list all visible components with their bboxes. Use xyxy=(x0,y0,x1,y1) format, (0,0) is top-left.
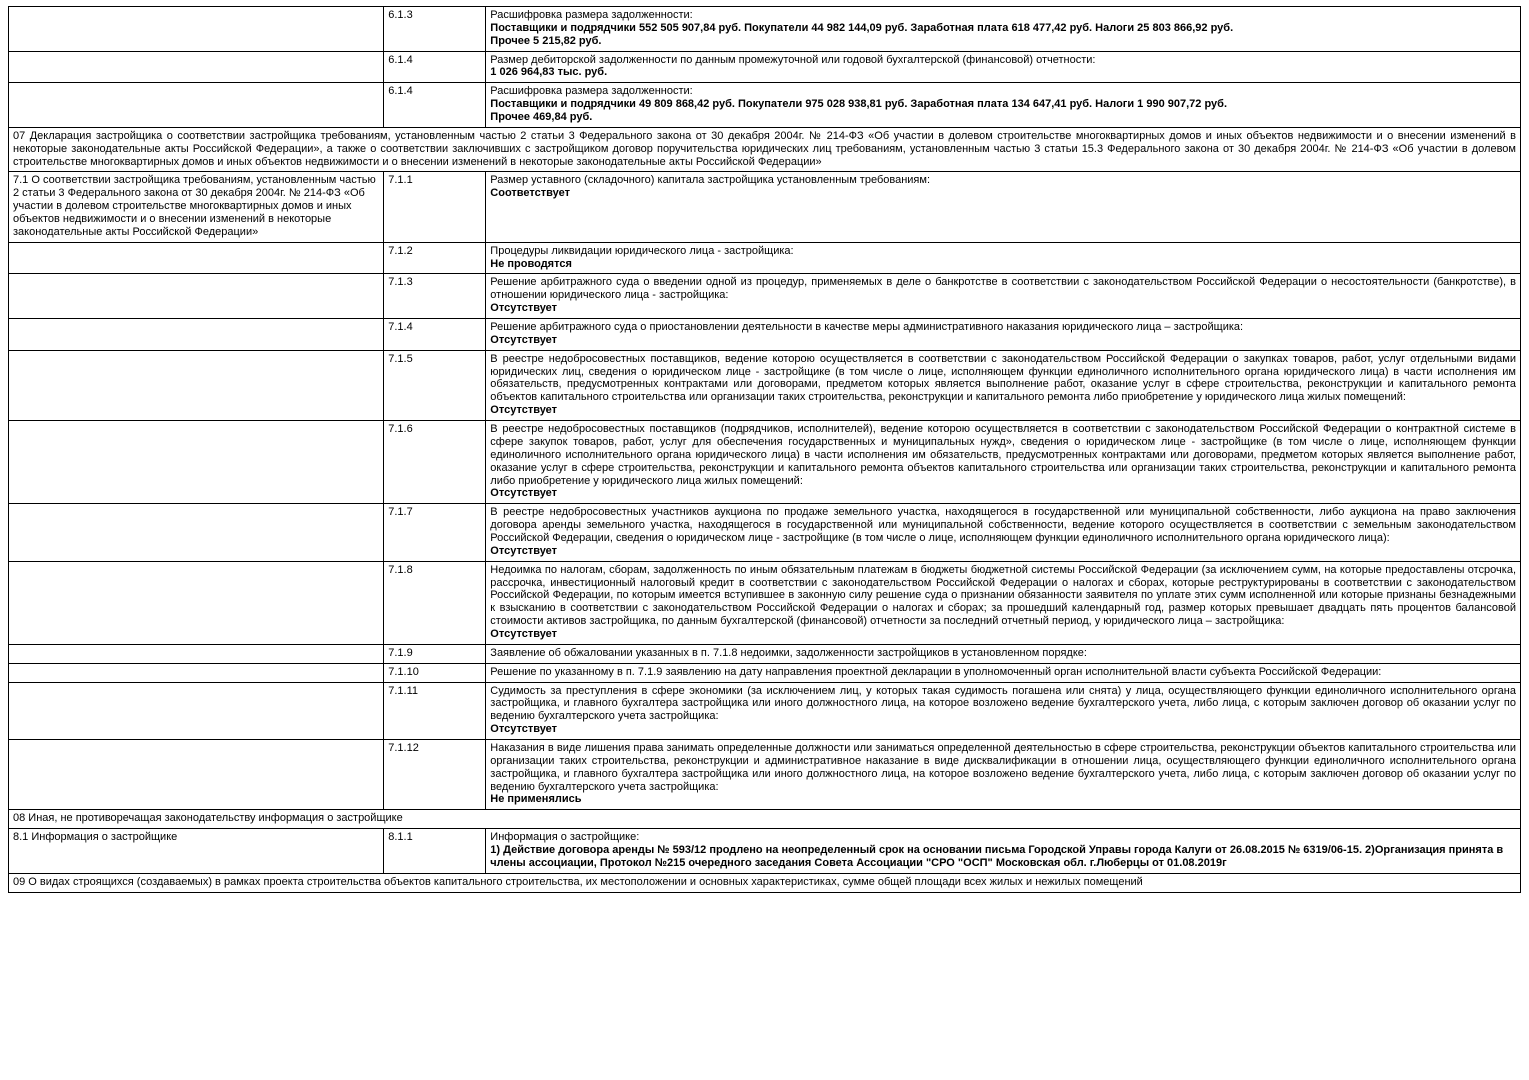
row-content xyxy=(486,172,1521,242)
row-content xyxy=(486,319,1521,351)
row-number: 7.1.10 xyxy=(384,663,486,682)
row-left-empty xyxy=(9,561,384,644)
row-line-value: Поставщики и подрядчики 49 809 868,42 руб. Покупатели 975 028 938,81 руб. Заработная плата 134 647,41 руб. Налоги 1 990 907,72 руб. xyxy=(490,98,1228,111)
table-row xyxy=(9,242,1521,274)
table-row xyxy=(9,663,1521,682)
row-line-value: Не применялись xyxy=(490,793,582,806)
table-row xyxy=(9,172,1521,242)
row-line-value: Не проводятся xyxy=(490,257,572,270)
row-left-empty xyxy=(9,242,384,274)
row-number: 7.1.8 xyxy=(384,561,486,644)
row-line: Информация о застройщике: xyxy=(490,831,640,844)
row-left-empty xyxy=(9,51,384,83)
table-row xyxy=(9,350,1521,420)
row-content xyxy=(486,350,1521,420)
row-number: 7.1.7 xyxy=(384,504,486,561)
table-row xyxy=(9,274,1521,319)
row-number: 7.1.3 xyxy=(384,274,486,319)
row-line: В реестре недобросовестных поставщиков (подрядчиков, исполнителей), ведение которою осуществляется в соответствии с законодательством Российской Федерации о контрактной системе в сфере закупок товаров, работ, услуг для обеспечения государственных и муниципальных нужд», сведения о юридическом лице - застройщике (в том числе о лице, исполняющем функции единоличного исполнительного органа юридического лица) в части исполнения им обязательств, предусмотренных контрактами или договорами, предметом которых является выполнение работ, оказание услуг в сфере строительства, реконструкции и капитального ремонта объектов капитального строительства или организации таких строительства, реконструкции и капитального ремонта либо приобретение у юридического лица жилых помещений: xyxy=(490,423,1516,487)
table-row xyxy=(9,7,1521,52)
row-number: 7.1.4 xyxy=(384,319,486,351)
row-line-value: Отсутствует xyxy=(490,544,558,557)
row-left-empty xyxy=(9,663,384,682)
row-left-empty xyxy=(9,644,384,663)
row-content xyxy=(486,83,1521,128)
section-07-left-label: 7.1 О соответствии застройщика требованиям, установленным частью 2 статьи 3 Федерального закона от 30 декабря 2004г. № 214-ФЗ «Об участии в долевом строительстве многоквартирных домов и иных объектов недвижимости и о внесении изменений в некоторые законодательные акты Российской Федерации» xyxy=(9,172,384,242)
row-number: 6.1.4 xyxy=(384,51,486,83)
row-line: В реестре недобросовестных участников аукциона по продаже земельного участка, находящегося в государственной или муниципальной собственности, либо аукциона на право заключения договора аренды земельного участка, находящегося в государственной или муниципальной собственности, ведение которого осуществляется в соответствии с земельным законодательством Российской Федерации, сведения о юридическом лице - застройщике (в том числе о лице, исполняющем функции единоличного исполнительного органа юридического лица): xyxy=(490,506,1516,544)
row-left-empty xyxy=(9,421,384,504)
row-line-value: Соответствует xyxy=(490,187,570,200)
row-line-value: Отсутствует xyxy=(490,404,558,417)
row-left-empty xyxy=(9,319,384,351)
row-line: Недоимка по налогам, сборам, задолженность по иным обязательным платежам в бюджеты бюджетной системы Российской Федерации (за исключением сумм, на которые предоставлены отсрочка, рассрочка, инвестиционный налоговый кредит в соответствии с законодательством Российской Федерации о налогах и сборах, которые реструктурированы в соответствии с законодательством Российской Федерации, по которым имеется вступившее в законную силу решение суда о признании обязанности заявителя по уплате этих сумм исполненной или которые признаны безнадежными к взысканию в соответствии с законодательством Российской Федерации о налогах и сборах; за прошедший календарный год, размер которых превышает двадцать пять процентов балансовой стоимости активов застройщика, по данным бухгалтерской (финансовой) отчетности за последний отчетный период, у юридического лица – застройщика: xyxy=(490,563,1516,628)
table-row xyxy=(9,319,1521,351)
row-line: Судимость за преступления в сфере экономики (за исключением лиц, у которых такая судимость погашена или снята) у лица, осуществляющего функции единоличного исполнительного органа застройщика, и главного бухгалтера застройщика или иного должностного лица, на которое возложено ведение бухгалтерского учета, либо лица, с которым заключен договор об оказании услуг по ведению бухгалтерского учета застройщика: xyxy=(490,684,1516,723)
section-header-row xyxy=(9,810,1521,829)
row-number: 8.1.1 xyxy=(384,829,486,874)
row-line-value: Прочее 5 215,82 руб. xyxy=(490,34,602,47)
row-number: 7.1.2 xyxy=(384,242,486,274)
row-left-empty xyxy=(9,739,384,809)
row-number: 7.1.6 xyxy=(384,421,486,504)
row-line: Заявление об обжаловании указанных в п. 7.1.8 недоимки, задолженности застройщиков в установленном порядке: xyxy=(490,646,1087,659)
section-09-header: 09 О видах строящихся (создаваемых) в рамках проекта строительства объектов капитального строительства, их местоположении и основных характеристиках, сумме общей площади всех жилых и нежилых помещений xyxy=(9,873,1521,892)
row-line-value: Отсутствует xyxy=(490,333,558,346)
row-content xyxy=(486,421,1521,504)
row-content xyxy=(486,7,1521,52)
row-line-value: Отсутствует xyxy=(490,627,558,640)
row-content xyxy=(486,682,1521,739)
declaration-table xyxy=(8,6,1521,893)
table-row xyxy=(9,829,1521,874)
row-content xyxy=(486,829,1521,874)
table-row xyxy=(9,51,1521,83)
row-number: 6.1.4 xyxy=(384,83,486,128)
row-content xyxy=(486,644,1521,663)
row-left-empty xyxy=(9,504,384,561)
row-left-empty xyxy=(9,350,384,420)
section-08-header: 08 Иная, не противоречащая законодательству информация о застройщике xyxy=(9,810,1521,829)
row-line-value: Прочее 469,84 руб. xyxy=(490,111,593,124)
row-content xyxy=(486,561,1521,644)
table-row xyxy=(9,421,1521,504)
table-row xyxy=(9,83,1521,128)
row-line-value: Отсутствует xyxy=(490,302,558,315)
row-left-empty xyxy=(9,274,384,319)
section-header-row xyxy=(9,127,1521,172)
row-line: Расшифровка размера задолженности: xyxy=(490,85,693,98)
row-line: Решение арбитражного суда о введении одной из процедур, применяемых в деле о банкротстве в соответствии с законодательством Российской Федерации о несостоятельности (банкротстве), в отношении юридического лица - застройщика: xyxy=(490,276,1516,302)
row-content xyxy=(486,274,1521,319)
row-number: 7.1.9 xyxy=(384,644,486,663)
row-content xyxy=(486,242,1521,274)
row-number: 7.1.5 xyxy=(384,350,486,420)
row-line: Решение по указанному в п. 7.1.9 заявлению на дату направления проектной декларации в уполномоченный орган исполнительной власти субъекта Российской Федерации: xyxy=(490,665,1382,678)
row-line-value: Поставщики и подрядчики 552 505 907,84 руб. Покупатели 44 982 144,09 руб. Заработная плата 618 477,42 руб. Налоги 25 803 866,92 руб. xyxy=(490,21,1234,34)
row-line: Наказания в виде лишения права занимать определенные должности или заниматься определенной деятельностью в сфере строительства, реконструкции объектов капитального строительства или организации таких строительства, реконструкции и административное наказание в виде дисквалификации в отношении лица, осуществляющего функции единоличного исполнительного органа застройщика, и главного бухгалтера застройщика или иного должностного лица, на которое возложено ведение бухгалтерского учета, либо лица, с которым заключен договор об оказании услуг по ведению бухгалтерского учета застройщика: xyxy=(490,741,1516,793)
row-left-empty xyxy=(9,682,384,739)
row-line: В реестре недобросовестных поставщиков, ведение которою осуществляется в соответствии с законодательством Российской Федерации о закупках товаров, работ, услуг отдельными видами юридических лиц, сведения о юридическом лице - застройщике (в том числе о лице, исполняющем функции единоличного исполнительного органа юридического лица) в части исполнения им обязательств, предусмотренных контрактами или договорами, предметом которых является выполнение работ, оказание услуг в сфере строительства, реконструкции и капитального ремонта объектов капитального строительства или организации таких строительства, реконструкции и капитального ремонта либо приобретение у юридического лица жилых помещений: xyxy=(490,352,1516,404)
row-line-value: 1 026 964,83 тыс. руб. xyxy=(490,66,608,79)
row-content xyxy=(486,663,1521,682)
row-line: Решение арбитражного суда о приостановлении деятельности в качестве меры административного наказания юридического лица – застройщика: xyxy=(490,321,1244,334)
table-row xyxy=(9,644,1521,663)
row-line-value: 1) Действие договора аренды № 593/12 продлено на неопределенный срок на основании письма Городской Управы города Калуги от 26.08.2015 № 6319/06-15. 2)Организация принята в члены ассоциации, Протокол №215 очередного заседания Совета Ассоциации "СРО "ОСП" Московская обл. г.Люберцы от 01.08.2019г xyxy=(490,843,1504,869)
row-left-empty xyxy=(9,83,384,128)
row-line: Размер уставного (складочного) капитала застройщика установленным требованиям: xyxy=(490,174,931,187)
row-content xyxy=(486,51,1521,83)
table-row xyxy=(9,739,1521,809)
row-line-value: Отсутствует xyxy=(490,487,558,500)
row-line: Процедуры ликвидации юридического лица - застройщика: xyxy=(490,244,794,257)
row-content xyxy=(486,739,1521,809)
table-row xyxy=(9,504,1521,561)
row-line: Размер дебиторской задолженности по данным промежуточной или годовой бухгалтерской (финансовой) отчетности: xyxy=(490,53,1096,66)
row-number: 7.1.11 xyxy=(384,682,486,739)
row-content xyxy=(486,504,1521,561)
row-number: 7.1.1 xyxy=(384,172,486,242)
row-number: 7.1.12 xyxy=(384,739,486,809)
table-row xyxy=(9,561,1521,644)
table-row xyxy=(9,682,1521,739)
row-left-empty xyxy=(9,7,384,52)
section-08-left-label: 8.1 Информация о застройщике xyxy=(9,829,384,874)
section-07-header: 07 Декларация застройщика о соответствии застройщика требованиям, установленным частью 2 статьи 3 Федерального закона от 30 декабря 2004г. № 214-ФЗ «Об участии в долевом строительстве многоквартирных домов и иных объектов недвижимости и о внесении изменений в некоторые законодательные акты Российской Федерации», а также о соответствии заключивших с застройщиком договор поручительства юридических лиц требованиям, установленным частью 3 статьи 15.3 Федерального закона от 30 декабря 2004г. № 214-ФЗ «Об участии в долевом строительстве многоквартирных домов и иных объектов недвижимости и о внесении изменений в некоторые законодательные акты Российской Федерации» xyxy=(9,127,1521,172)
section-header-row xyxy=(9,873,1521,892)
row-number: 6.1.3 xyxy=(384,7,486,52)
row-line: Расшифровка размера задолженности: xyxy=(490,9,693,21)
row-line-value: Отсутствует xyxy=(490,723,558,736)
